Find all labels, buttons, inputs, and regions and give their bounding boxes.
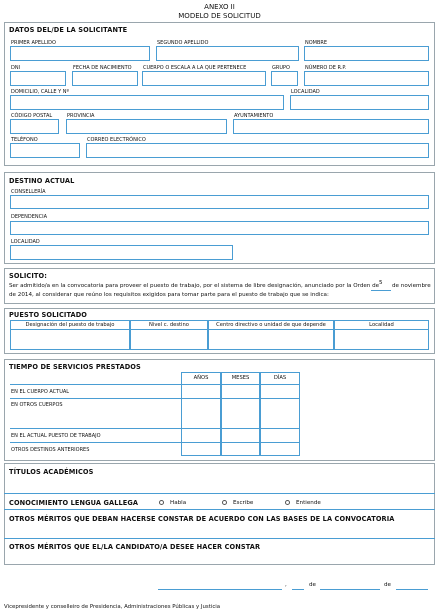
group-field[interactable] [271, 71, 298, 86]
write-label: Escribe [233, 500, 254, 506]
post-col-locality: Localidad [369, 322, 394, 328]
write-radio[interactable] [222, 500, 227, 505]
annex-label: ANEXO II [204, 3, 235, 11]
municipality-label: AYUNTAMIENTO [234, 113, 274, 119]
days-header: DÍAS [273, 375, 287, 381]
corps-field[interactable] [142, 71, 266, 86]
corps-label: CUERPO O ESCALA A LA QUE PERTENECE [143, 65, 247, 71]
speak-radio[interactable] [159, 500, 164, 505]
first-surname-label: PRIMER APELLIDO [11, 40, 56, 46]
postal-code-field[interactable] [10, 119, 59, 134]
request-line1-end: de noviembre [392, 283, 431, 289]
place-line[interactable] [158, 589, 282, 590]
signature-comma: , [285, 582, 287, 588]
current-locality-label: LOCALIDAD [11, 239, 40, 245]
current-locality-field[interactable] [10, 245, 233, 260]
signature-de1: de [309, 582, 316, 588]
years-header: AÑOS [193, 375, 209, 381]
department-field[interactable] [10, 195, 429, 209]
service-divider-1 [10, 384, 300, 385]
email-label: CORREO ELECTRÓNICO [87, 137, 146, 143]
dni-field[interactable] [10, 71, 66, 86]
name-label: NOMBRE [305, 40, 328, 46]
academic-heading: TÍTULOS ACADÉMICOS [9, 468, 94, 476]
service-row-other-corps: EN OTROS CUERPOS [11, 402, 63, 408]
second-surname-label: SEGUNDO APELLIDO [157, 40, 209, 46]
rp-number-field[interactable] [304, 71, 429, 86]
understand-label: Entiende [296, 500, 321, 506]
dni-label: DNI [11, 65, 21, 71]
day-line [371, 290, 391, 291]
day-sign-line[interactable] [292, 589, 304, 590]
service-row-current-corps: EN EL CUERPO ACTUAL [11, 389, 70, 395]
form-title: MODELO DE SOLICITUD [178, 12, 261, 20]
service-divider-3 [10, 428, 300, 429]
department-label: CONSELLERÍA [11, 189, 46, 195]
months-header: MESES [231, 375, 250, 381]
galician-heading: CONOCIMIENTO LENGUA GALLEGA [9, 499, 139, 507]
post-col-unit: Centro directivo o unidad de que depende [216, 322, 326, 328]
requested-post-heading: PUESTO SOLICITADO [9, 311, 88, 319]
footer-text: Vicepresidente y conselleiro de Presidencia, Administraciones Públicas y Justicia [4, 604, 221, 610]
post-col-level: Nivel c. destino [149, 322, 189, 328]
postal-code-label: CÓDIGO POSTAL [11, 113, 53, 119]
galician-divider [4, 509, 435, 510]
phone-label: TELÉFONO [11, 137, 38, 143]
second-surname-field[interactable] [156, 46, 299, 61]
year-sign-line[interactable] [396, 589, 428, 590]
province-field[interactable] [66, 119, 227, 134]
first-surname-field[interactable] [10, 46, 150, 61]
service-row-current-post: EN EL ACTUAL PUESTO DE TRABAJO [11, 433, 101, 439]
request-line1: Ser admitido/a en la convocatoria para proveer el puesto de trabajo, por el sistema de libre designación, anunciado por la Orden de [9, 283, 380, 289]
locality-field[interactable] [290, 95, 429, 110]
merits-bases-heading: OTROS MÉRITOS QUE DEBAN HACERSE CONSTAR DE ACUERDO CON LAS BASES DE LA CONVOCATORIA [9, 515, 395, 523]
locality-label: LOCALIDAD [291, 89, 320, 95]
service-divider-2 [10, 398, 300, 399]
unit-label: DEPENDENCIA [11, 214, 48, 220]
address-field[interactable] [10, 95, 284, 110]
request-line2: de 2014, al considerar que reúno los requisitos exigidos para tomar parte para el puesto de trabajo que se indica: [9, 292, 329, 298]
birth-date-field[interactable] [72, 71, 138, 86]
merits-divider [4, 538, 435, 539]
merits-other-heading: OTROS MÉRITOS QUE EL/LA CANDIDATO/A DESEE HACER CONSTAR [9, 543, 261, 551]
birth-date-label: FECHA DE NACIMIENTO [73, 65, 132, 71]
speak-label: Habla [170, 500, 187, 506]
address-label: DOMICILIO, CALLE Y Nº [11, 89, 69, 95]
request-day[interactable]: 5 [379, 280, 383, 286]
service-row-previous: OTROS DESTINOS ANTERIORES [11, 447, 90, 453]
group-label: GRUPO [272, 65, 290, 71]
name-field[interactable] [304, 46, 429, 61]
request-heading: SOLICITO: [9, 272, 47, 280]
applicant-heading: DATOS DEL/DE LA SOLICITANTE [9, 26, 128, 34]
post-header-divider [10, 329, 429, 330]
post-col-designation: Designación del puesto de trabajo [25, 322, 115, 328]
understand-radio[interactable] [285, 500, 290, 505]
phone-field[interactable] [10, 143, 80, 158]
month-sign-line[interactable] [320, 589, 380, 590]
current-post-heading: DESTINO ACTUAL [9, 177, 75, 185]
service-divider-4 [10, 442, 300, 443]
signature-de2: de [384, 582, 391, 588]
rp-number-label: NÚMERO DE R.P. [305, 65, 347, 71]
unit-field[interactable] [10, 221, 429, 235]
email-field[interactable] [86, 143, 429, 158]
service-time-heading: TIEMPO DE SERVICIOS PRESTADOS [9, 363, 141, 371]
academic-divider [4, 493, 435, 494]
municipality-field[interactable] [233, 119, 429, 134]
province-label: PROVINCIA [67, 113, 95, 119]
